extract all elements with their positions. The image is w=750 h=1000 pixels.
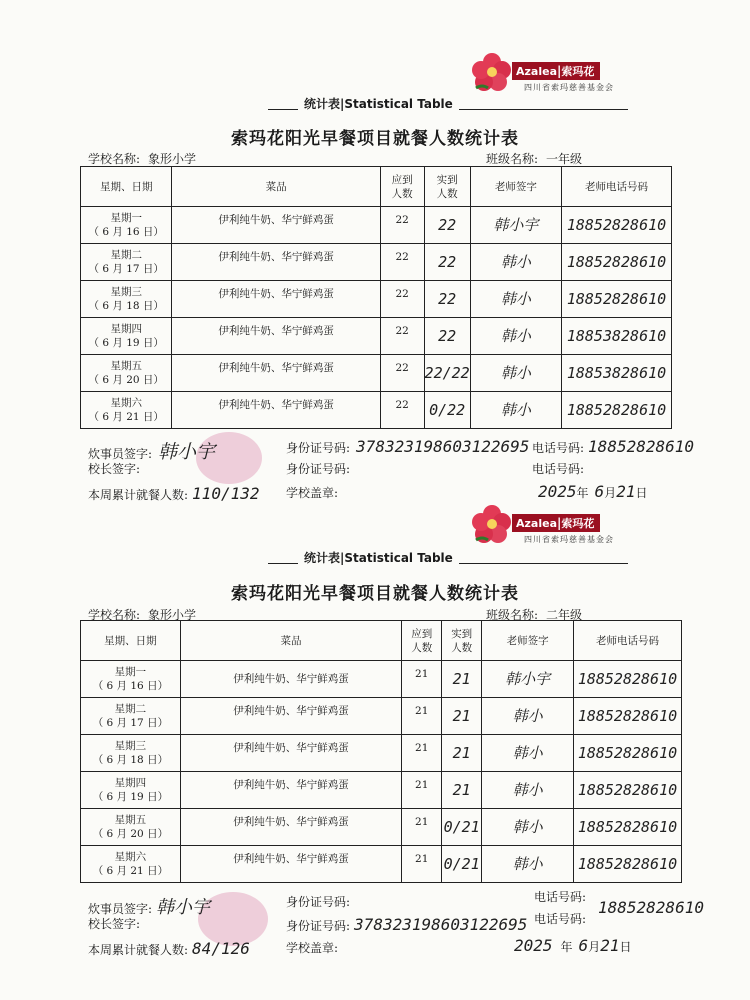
logo-org: 四川省索玛慈善基金会 [524,83,614,92]
sign-date: 2025 年 6月21日 [514,936,632,955]
expected-cell: 22 [380,355,424,392]
menu-cell: 伊利纯牛奶、华宁鲜鸡蛋 [180,846,401,883]
actual-cell: 21 [442,735,482,772]
expected-cell: 21 [402,698,442,735]
expected-cell: 22 [380,281,424,318]
phone-cell: 18852828610 [562,392,672,429]
teacher-signature: 韩小 [470,355,561,392]
teacher-signature: 韩小 [470,244,561,281]
teacher-signature: 韩小 [470,318,561,355]
actual-cell: 0/21 [442,846,482,883]
menu-cell: 伊利纯牛奶、华宁鲜鸡蛋 [172,281,380,318]
actual-cell: 21 [442,772,482,809]
phone-cell: 18853828610 [562,355,672,392]
school-seal-field: 学校盖章: [286,486,339,500]
phone-cell: 18852828610 [573,809,681,846]
school-name-field: 学校名称: 象形小学 [88,608,197,622]
phone-cell: 18852828610 [573,846,681,883]
logo-org: 四川省索玛慈善基金会 [524,535,614,544]
menu-cell: 伊利纯牛奶、华宁鲜鸡蛋 [172,355,380,392]
day-cell: 星期五 （ 6 月 20 日） [81,809,181,846]
principal-phone-field: 电话号码: [532,462,585,476]
azalea-logo [472,52,622,102]
header-actual: 实到 人数 [442,621,482,661]
weekly-total-field: 本周累计就餐人数: 110/132 [88,484,260,503]
table-row [81,281,672,318]
table-row [81,772,682,809]
menu-cell: 伊利纯牛奶、华宁鲜鸡蛋 [172,207,380,244]
phone-number-field: 电话号码: [534,890,587,904]
teacher-signature: 韩小宇 [470,207,561,244]
header-actual: 实到 人数 [424,167,470,207]
day-cell: 星期一 （ 6 月 16 日） [81,207,172,244]
header-phone: 老师电话号码 [573,621,681,661]
header-menu: 菜品 [172,167,380,207]
expected-cell: 21 [402,661,442,698]
actual-cell: 0/22 [424,392,470,429]
teacher-signature: 韩小 [482,809,574,846]
header-expected: 应到 人数 [402,621,442,661]
header-day: 星期、日期 [81,167,172,207]
handwritten-phone: 18852828610 [598,898,704,917]
expected-cell: 21 [402,809,442,846]
azalea-flower-icon [472,52,512,92]
actual-cell: 22/22 [424,355,470,392]
statistical-table-bar [268,96,628,112]
table-row [81,735,682,772]
actual-cell: 22 [424,244,470,281]
statistical-table-label: 统计表|Statistical Table [298,95,459,112]
phone-cell: 18853828610 [562,318,672,355]
teacher-signature: 韩小 [482,846,574,883]
school-seal-field: 学校盖章: [286,941,339,955]
header-teacher: 老师签字 [482,621,574,661]
logo-brand: Azalea|索玛花 [512,62,600,80]
sheet-grade-2 [0,500,750,1000]
page-title: 索玛花阳光早餐项目就餐人数统计表 [231,129,519,149]
principal-phone-field: 电话号码: [534,912,587,926]
day-cell: 星期一 （ 6 月 16 日） [81,661,181,698]
phone-cell: 18852828610 [562,244,672,281]
principal-id-field: 身份证号码: [286,462,351,476]
day-cell: 星期四 （ 6 月 19 日） [81,318,172,355]
day-cell: 星期五 （ 6 月 20 日） [81,355,172,392]
menu-cell: 伊利纯牛奶、华宁鲜鸡蛋 [180,772,401,809]
principal-id-field: 身份证号码: 378323198603122695 [286,915,528,934]
menu-cell: 伊利纯牛奶、华宁鲜鸡蛋 [172,318,380,355]
cook-signature-field: 炊事员签字: 韩小宇 [88,897,211,918]
expected-cell: 22 [380,244,424,281]
cook-signature-field: 炊事员签字: 韩小宇 [88,441,216,463]
actual-cell: 0/21 [442,809,482,846]
azalea-flower-icon [472,504,512,544]
statistical-table-label: 统计表|Statistical Table [298,549,459,566]
teacher-signature: 韩小宇 [482,661,574,698]
expected-cell: 21 [402,772,442,809]
menu-cell: 伊利纯牛奶、华宁鲜鸡蛋 [180,735,401,772]
actual-cell: 21 [442,698,482,735]
table-row [81,698,682,735]
phone-number-field: 电话号码: 18852828610 [532,437,695,456]
teacher-signature: 韩小 [470,281,561,318]
expected-cell: 21 [402,846,442,883]
day-cell: 星期二 （ 6 月 17 日） [81,244,172,281]
expected-cell: 22 [380,207,424,244]
table-header-row [81,167,672,207]
header-teacher: 老师签字 [470,167,561,207]
menu-cell: 伊利纯牛奶、华宁鲜鸡蛋 [172,392,380,429]
principal-signature-field: 校长签字: [88,462,141,476]
statistical-table-bar [268,550,628,566]
header-menu: 菜品 [180,621,401,661]
table-row [81,392,672,429]
table-row [81,661,682,698]
expected-cell: 22 [380,318,424,355]
expected-cell: 21 [402,735,442,772]
table-row [81,207,672,244]
header-phone: 老师电话号码 [562,167,672,207]
actual-cell: 21 [442,661,482,698]
day-cell: 星期二 （ 6 月 17 日） [81,698,181,735]
actual-cell: 22 [424,318,470,355]
day-cell: 星期四 （ 6 月 19 日） [81,772,181,809]
menu-cell: 伊利纯牛奶、华宁鲜鸡蛋 [172,244,380,281]
day-cell: 星期六 （ 6 月 21 日） [81,846,181,883]
day-cell: 星期三 （ 6 月 18 日） [81,735,181,772]
menu-cell: 伊利纯牛奶、华宁鲜鸡蛋 [180,661,401,698]
header-day: 星期、日期 [81,621,181,661]
actual-cell: 22 [424,281,470,318]
day-cell: 星期三 （ 6 月 18 日） [81,281,172,318]
phone-cell: 18852828610 [573,698,681,735]
table-row [81,846,682,883]
class-name-field: 班级名称: 二年级 [486,608,583,622]
sign-date: 2025年 6月21日 [538,482,648,501]
page-title: 索玛花阳光早餐项目就餐人数统计表 [231,584,519,604]
phone-cell: 18852828610 [573,772,681,809]
table-row [81,244,672,281]
id-number-field: 身份证号码: [286,895,351,909]
teacher-signature: 韩小 [470,392,561,429]
meal-count-table [80,166,672,429]
table-header-row [81,621,682,661]
menu-cell: 伊利纯牛奶、华宁鲜鸡蛋 [180,698,401,735]
phone-cell: 18852828610 [562,281,672,318]
principal-signature-field: 校长签字: [88,917,141,931]
meal-count-table [80,620,682,883]
table-row [81,355,672,392]
menu-cell: 伊利纯牛奶、华宁鲜鸡蛋 [180,809,401,846]
header-expected: 应到 人数 [380,167,424,207]
weekly-total-field: 本周累计就餐人数: 84/126 [88,939,250,958]
table-row [81,318,672,355]
expected-cell: 22 [380,392,424,429]
table-row [81,809,682,846]
actual-cell: 22 [424,207,470,244]
phone-cell: 18852828610 [573,661,681,698]
school-name-field: 学校名称: 象形小学 [88,152,197,166]
day-cell: 星期六 （ 6 月 21 日） [81,392,172,429]
teacher-signature: 韩小 [482,772,574,809]
logo-brand: Azalea|索玛花 [512,514,600,532]
id-number-field: 身份证号码: 378323198603122695 [286,437,530,456]
phone-cell: 18852828610 [573,735,681,772]
teacher-signature: 韩小 [482,735,574,772]
teacher-signature: 韩小 [482,698,574,735]
class-name-field: 班级名称: 一年级 [486,152,583,166]
phone-cell: 18852828610 [562,207,672,244]
azalea-logo [472,504,622,554]
